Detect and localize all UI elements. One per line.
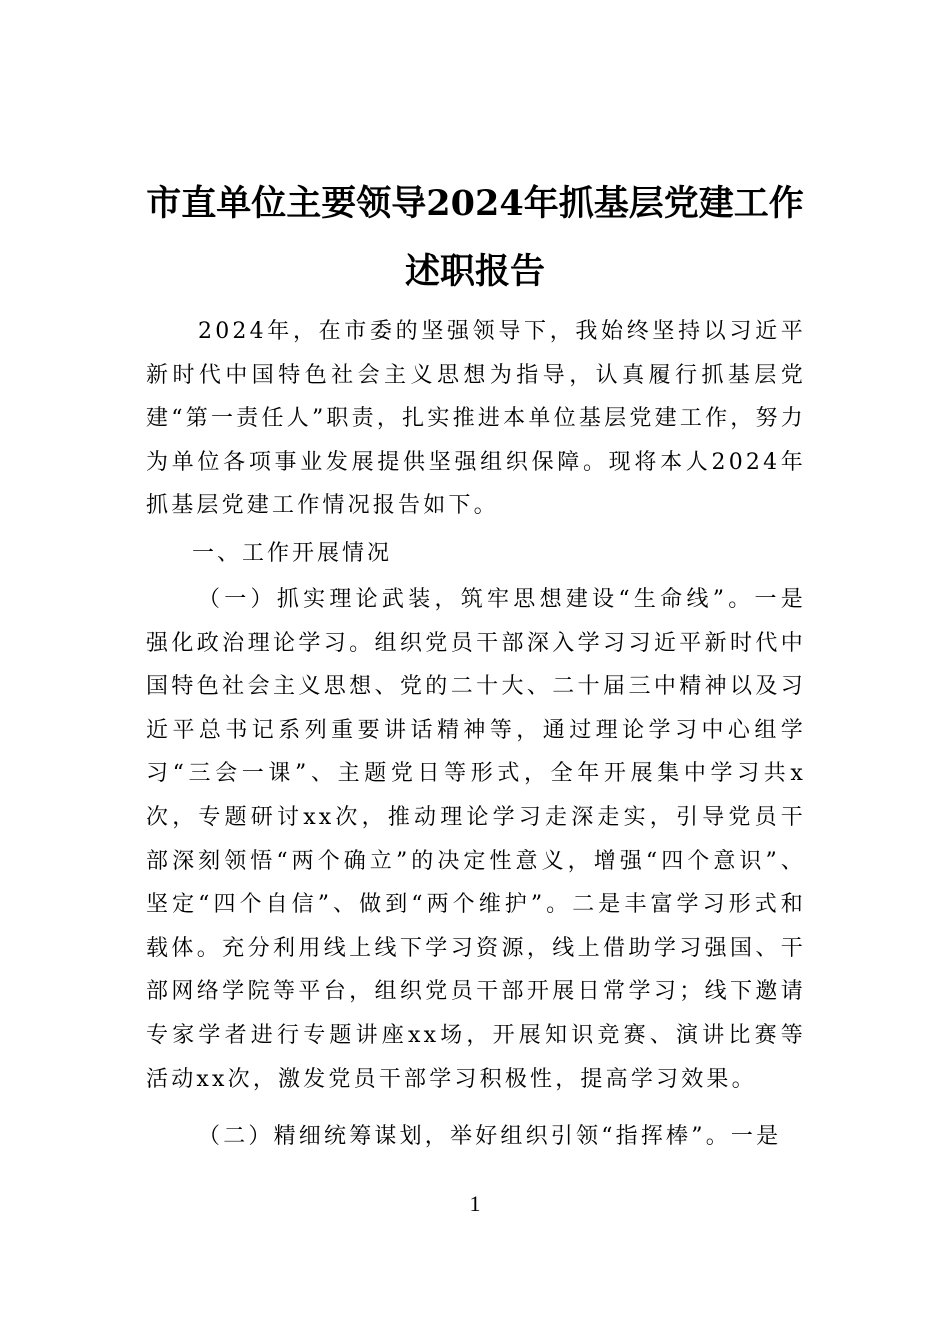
section-heading-work-progress: 一、工作开展情况	[192, 541, 393, 566]
paragraph-organization-planning: （二）精细统筹谋划，举好组织引领“指挥棒”。一是	[198, 1124, 782, 1149]
document-title-line-1: 市直单位主要领导2024年抓基层党建工作	[146, 183, 804, 224]
document-title-line-2: 述职报告	[404, 251, 545, 292]
paragraph-theory-study: （一）抓实理论武装，筑牢思想建设“生命线”。一是强化政治理论学习。组织党员干部深入学习习近平新时代中国特色社会主义思想、党的二十大、二十届三中精神以及习近平总书记系列重要讲话精神等，通过理论学习中心组学习“三会一课”、主题党日等形式，全年开展集中学习共x次，专题研讨xx次，推动理论学习走深走实，引导党员干部深刻领悟“两个确立”的决定性意义，增强“四个意识”、坚定“四个自信”、做到“两个维护”。二是丰富学习形式和载体。充分利用线上线下学习资源，线上借助学习强国、干部网络学院等平台，组织党员干部开展日常学习；线下邀请专家学者进行专题讲座xx场，开展知识竞赛、演讲比赛等活动xx次，激发党员干部学习积极性，提高学习效果。	[146, 587, 806, 1092]
intro-paragraph: 2024年，在市委的坚强领导下，我始终坚持以习近平新时代中国特色社会主义思想为指导，认真履行抓基层党建“第一责任人”职责，扎实推进本单位基层党建工作，努力为单位各项事业发展提供坚强组织保障。现将本人2024年抓基层党建工作情况报告如下。	[146, 319, 806, 519]
page-number: 1	[469, 1191, 481, 1216]
